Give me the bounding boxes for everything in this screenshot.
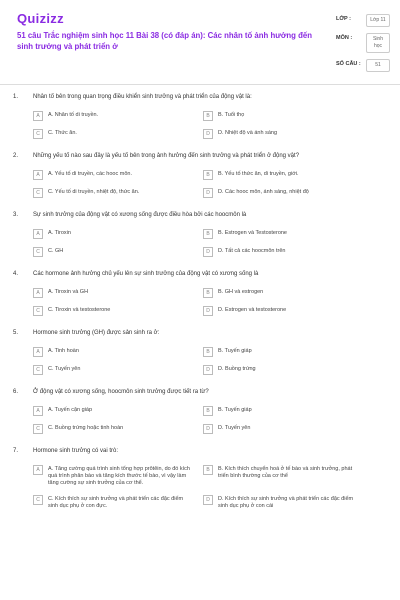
question-text: Sự sinh trưởng của động vật có xương sống được điều hòa bởi các hoocmôn là: [33, 212, 247, 218]
option-c[interactable]: [33, 424, 203, 434]
option-text: D. Estrogen và testosterone: [218, 307, 287, 313]
question: [0, 94, 400, 147]
option-text: B. Tuyến giáp: [218, 407, 252, 413]
question-stem: [0, 212, 400, 224]
option-text: A. Tuyến cận giáp: [48, 407, 93, 413]
option-key: C: [33, 306, 43, 316]
options: [0, 170, 373, 206]
option-key: C: [33, 495, 43, 505]
option-a[interactable]: [33, 288, 203, 298]
option-text: A. Tiroxin và GH: [48, 289, 89, 295]
meta-count: [336, 59, 392, 72]
worksheet-header: [0, 0, 400, 85]
option-text: B. Estrogen và Testosterone: [218, 230, 287, 236]
question-stem: [0, 389, 400, 401]
option-text: A. Tiroxin: [48, 230, 71, 236]
question-number: 2.: [13, 153, 19, 159]
option-d[interactable]: [203, 247, 373, 257]
option-key: A: [33, 465, 43, 475]
option-c[interactable]: [33, 247, 203, 257]
question-text: Ở động vật có xương sống, hoocmôn sinh trưởng được tiết ra từ?: [33, 389, 209, 395]
question-stem: [0, 448, 400, 460]
option-c[interactable]: [33, 365, 203, 375]
question: [0, 330, 400, 383]
option-key: B: [203, 111, 213, 121]
question-text: Các hormone ảnh hưởng chủ yếu lên sự sinh trưởng của động vật có xương sống là: [33, 271, 259, 277]
option-b[interactable]: [203, 288, 373, 298]
option-d[interactable]: [203, 495, 373, 510]
question-text: Những yếu tố nào sau đây là yếu tố bên trong ảnh hưởng đến sinh trưởng và phát triển ở động vật?: [33, 153, 300, 159]
option-a[interactable]: [33, 406, 203, 416]
option-d[interactable]: [203, 365, 373, 375]
option-key: B: [203, 170, 213, 180]
meta-value: Sinh học: [366, 33, 390, 53]
option-text: B. Tuyến giáp: [218, 348, 252, 354]
option-a[interactable]: [33, 170, 203, 180]
question-number: 5.: [13, 330, 19, 336]
question-list: [0, 94, 400, 524]
quizizz-logo: Quizizz: [17, 11, 64, 26]
option-key: D: [203, 188, 213, 198]
option-key: D: [203, 129, 213, 139]
option-text: C. Buồng trứng hoặc tinh hoàn: [48, 425, 124, 431]
meta-subject: [336, 33, 392, 53]
option-key: A: [33, 229, 43, 239]
meta-value: 51: [366, 59, 390, 72]
meta-value: Lớp 11: [366, 14, 390, 27]
option-a[interactable]: [33, 465, 203, 487]
option-text: C. Yếu tố di truyền, nhiệt độ, thức ăn.: [48, 189, 140, 195]
option-text: B. Tuổi thọ: [218, 112, 245, 118]
question: [0, 153, 400, 206]
option-b[interactable]: [203, 465, 373, 487]
meta-label: MÔN :: [336, 35, 353, 41]
option-b[interactable]: [203, 406, 373, 416]
option-key: D: [203, 247, 213, 257]
question-number: 6.: [13, 389, 19, 395]
option-key: A: [33, 111, 43, 121]
option-text: A. Tinh hoàn: [48, 348, 79, 354]
question: [0, 271, 400, 324]
option-d[interactable]: [203, 306, 373, 316]
option-text: C. GH: [48, 248, 64, 254]
option-b[interactable]: [203, 111, 373, 121]
question-text: Nhân tố bên trong quan trọng điều khiển sinh trưởng và phát triển của động vật là:: [33, 94, 252, 100]
option-text: C. Tuyến yên: [48, 366, 81, 372]
option-c[interactable]: [33, 129, 203, 139]
option-a[interactable]: [33, 347, 203, 357]
option-key: D: [203, 306, 213, 316]
options: [0, 465, 373, 518]
option-text: B. Kích thích chuyển hoá ở tế bào và sinh trưởng, phát triển bình thường của cơ thể: [218, 466, 353, 479]
option-key: C: [33, 247, 43, 257]
option-a[interactable]: [33, 229, 203, 239]
option-text: D. Buồng trứng: [218, 366, 256, 372]
option-text: C. Kích thích sự sinh trưởng và phát triển các đặc điểm sinh dục phụ ở con đực.: [48, 496, 184, 509]
question-number: 4.: [13, 271, 19, 277]
question-number: 7.: [13, 448, 19, 454]
question-number: 1.: [13, 94, 19, 100]
option-key: A: [33, 170, 43, 180]
option-key: A: [33, 288, 43, 298]
option-d[interactable]: [203, 424, 373, 434]
option-key: A: [33, 406, 43, 416]
option-text: A. Tăng cường quá trình sinh tổng hợp prôtêin, do đó kích quá trình phân bào và tăng kích thước tế bào, vì vậy làm tăng cường sự sinh trưởng của cơ thể.: [48, 466, 190, 486]
question: [0, 212, 400, 265]
option-key: C: [33, 424, 43, 434]
option-key: C: [33, 129, 43, 139]
option-b[interactable]: [203, 229, 373, 239]
question-stem: [0, 330, 400, 342]
option-key: D: [203, 495, 213, 505]
option-text: D. Kích thích sự sinh trưởng và phát triển các đặc điểm sinh dục phụ ở con cái: [218, 496, 354, 509]
option-b[interactable]: [203, 170, 373, 180]
options: [0, 347, 373, 383]
option-key: B: [203, 229, 213, 239]
option-key: C: [33, 365, 43, 375]
option-c[interactable]: [33, 306, 203, 316]
worksheet-title: 51 câu Trắc nghiệm sinh học 11 Bài 38 (có đáp án): Các nhân tố ảnh hưởng đến sinh trưởng và phát triển ở: [17, 31, 312, 51]
option-a[interactable]: [33, 111, 203, 121]
option-key: C: [33, 188, 43, 198]
option-d[interactable]: [203, 129, 373, 139]
option-key: A: [33, 347, 43, 357]
question-stem: [0, 94, 400, 106]
option-text: D. Các hooc môn, ánh sáng, nhiệt độ: [218, 189, 309, 195]
worksheet-meta: [336, 14, 392, 78]
option-text: A. Nhân tố di truyền.: [48, 112, 99, 118]
options: [0, 111, 373, 147]
option-text: B. GH và estrogen: [218, 289, 264, 295]
option-key: B: [203, 347, 213, 357]
option-text: D. Tuyến yên: [218, 425, 251, 431]
option-key: B: [203, 465, 213, 475]
question-text: Hormone sinh trưởng (GH) được sản sinh ra ở:: [33, 330, 160, 336]
options: [0, 406, 373, 442]
option-text: A. Yếu tố di truyền, các hooc môn.: [48, 171, 132, 177]
option-key: D: [203, 424, 213, 434]
question-number: 3.: [13, 212, 19, 218]
question-stem: [0, 271, 400, 283]
option-c[interactable]: [33, 495, 203, 510]
meta-label: SỐ CÂU :: [336, 61, 361, 67]
option-text: C. Tiroxin và testosterone: [48, 307, 111, 313]
options: [0, 229, 373, 265]
options: [0, 288, 373, 324]
question-stem: [0, 153, 400, 165]
meta-label: LỚP :: [336, 16, 351, 22]
option-text: C. Thức ăn.: [48, 130, 77, 136]
meta-class: [336, 14, 392, 27]
option-key: B: [203, 288, 213, 298]
option-text: D. Nhiệt độ và ánh sáng: [218, 130, 278, 136]
option-c[interactable]: [33, 188, 203, 198]
option-d[interactable]: [203, 188, 373, 198]
question: [0, 448, 400, 518]
question-text: Hormone sinh trưởng có vai trò:: [33, 448, 118, 454]
option-key: D: [203, 365, 213, 375]
option-text: D. Tất cả các hoocmôn trên: [218, 248, 286, 254]
option-b[interactable]: [203, 347, 373, 357]
option-text: B. Yếu tố thức ăn, di truyền, giới.: [218, 171, 299, 177]
question: [0, 389, 400, 442]
option-key: B: [203, 406, 213, 416]
